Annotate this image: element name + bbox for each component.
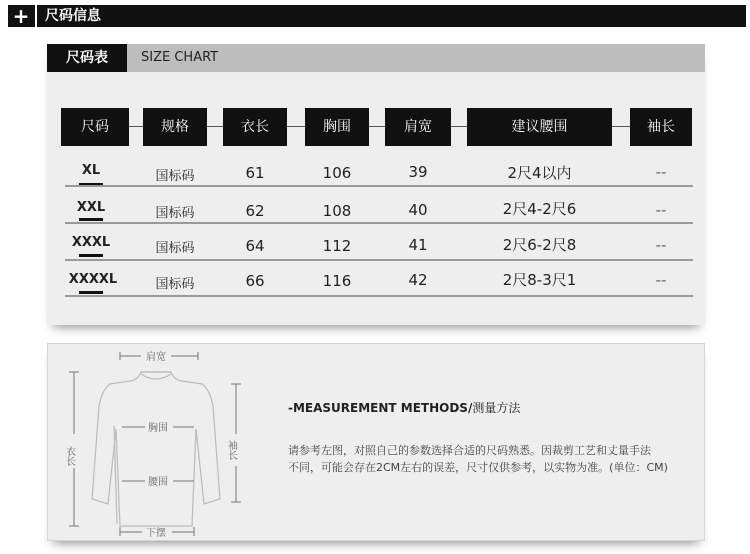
size-cell: XL — [81, 163, 101, 178]
spec-cell: 国标码 — [155, 241, 195, 256]
row-divider — [65, 222, 693, 224]
size-cell: XXL — [76, 200, 106, 215]
waist-cell: 2尺8-3尺1 — [502, 271, 577, 289]
size-chart-tab-english: SIZE CHART — [141, 50, 219, 65]
plus-icon: + — [8, 5, 34, 27]
measurement-title-en: -MEASUREMENT METHODS/ — [288, 401, 473, 415]
length-cell: 64 — [245, 237, 265, 255]
length-cell: 61 — [245, 164, 265, 182]
size-underline — [79, 218, 103, 221]
sleeve-cell: -- — [655, 201, 667, 219]
diagram-label-waist: 腰围 — [148, 477, 168, 488]
size-chart-tab: 尺码表 — [47, 44, 127, 72]
waist-cell: 2尺4以内 — [507, 164, 572, 182]
row-divider — [65, 259, 693, 261]
spec-cell: 国标码 — [155, 206, 195, 221]
row-divider — [65, 185, 693, 187]
size-underline — [79, 291, 103, 294]
shoulder-cell: 40 — [408, 201, 428, 219]
chest-cell: 112 — [322, 237, 352, 255]
measurement-note — [288, 442, 688, 476]
column-header-sleeve: 袖长 — [630, 108, 692, 146]
size-cell: XXXL — [71, 235, 111, 250]
header-connector — [369, 126, 385, 127]
header-connector — [451, 126, 467, 127]
measurement-title — [288, 399, 520, 416]
diagram-label-hem: 下摆 — [146, 528, 166, 539]
waist-cell: 2尺4-2尺6 — [502, 200, 577, 218]
shoulder-cell: 39 — [408, 163, 428, 181]
waist-cell: 2尺6-2尺8 — [502, 236, 577, 254]
section-header-bar — [8, 5, 746, 27]
header-connector — [207, 126, 223, 127]
column-header-spec: 规格 — [143, 108, 207, 146]
chest-cell: 116 — [322, 272, 352, 290]
size-chart-panel — [47, 44, 705, 325]
measurement-panel — [47, 343, 705, 541]
header-divider — [35, 5, 37, 27]
measurement-title-cn: 测量方法 — [472, 401, 521, 415]
spec-cell: 国标码 — [155, 277, 195, 292]
chest-cell: 106 — [322, 164, 352, 182]
measurement-note-line: 请参考左图，对照自己的参数选择合适的尺码熟悉。因裁剪工艺和丈量手法 — [288, 444, 651, 457]
sleeve-cell: -- — [655, 163, 667, 181]
sleeve-cell: -- — [655, 236, 667, 254]
length-cell: 66 — [245, 272, 265, 290]
column-header-waist: 建议腰围 — [467, 108, 612, 146]
diagram-label-shoulder: 肩宽 — [146, 352, 166, 363]
size-underline — [79, 254, 103, 257]
chest-cell: 108 — [322, 202, 352, 220]
garment-diagram — [48, 344, 268, 542]
row-divider — [65, 295, 693, 297]
section-title: 尺码信息 — [45, 8, 101, 24]
diagram-label-sleeve: 袖长 — [225, 440, 237, 460]
header-connector — [287, 126, 305, 127]
diagram-label-length: 衣长 — [63, 446, 75, 466]
size-chart-tabbar — [47, 44, 705, 72]
size-cell: XXXXL — [68, 272, 118, 287]
header-connector — [129, 126, 143, 127]
shoulder-cell: 41 — [408, 236, 428, 254]
measurement-note-line: 不同，可能会存在2CM左右的误差，尺寸仅供参考，以实物为准。(单位：CM) — [288, 461, 668, 474]
shirt-outline-icon — [92, 372, 220, 526]
column-header-shoulder: 肩宽 — [385, 108, 451, 146]
column-header-size: 尺码 — [61, 108, 129, 146]
shoulder-cell: 42 — [408, 271, 428, 289]
length-cell: 62 — [245, 202, 265, 220]
sleeve-cell: -- — [655, 271, 667, 289]
column-header-chest: 胸围 — [305, 108, 369, 146]
diagram-label-chest: 胸围 — [148, 423, 168, 434]
column-header-length: 衣长 — [223, 108, 287, 146]
header-connector — [612, 126, 630, 127]
spec-cell: 国标码 — [155, 169, 195, 184]
